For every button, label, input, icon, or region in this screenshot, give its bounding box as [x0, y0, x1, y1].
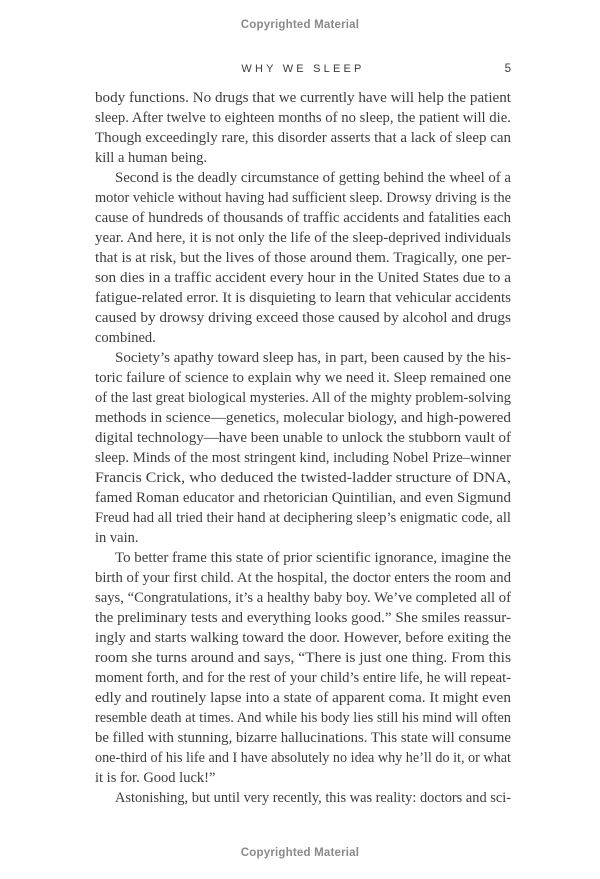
text-line: sleep. Minds of the most stringent kind, including Nobel Prize–winner [95, 450, 512, 466]
text-line: motor vehicle without having had sufficient sleep. Drowsy driving is the [95, 190, 511, 206]
text-line: combined. [95, 330, 156, 346]
text-line: be filled with stunning, bizarre hallucinations. This state will consume [95, 730, 512, 746]
text-line: says, “Congratulations, it’s a healthy baby boy. We’ve completed all of [95, 590, 512, 606]
text-line: in vain. [95, 530, 139, 546]
text-line: room she turns around and says, “There is just one thing. From this [95, 650, 512, 666]
text-line: caused by drowsy driving exceed those caused by alcohol and drugs [95, 310, 512, 326]
text-line: To better frame this state of prior scientific ignorance, imagine the [115, 550, 511, 566]
text-line: Astonishing, but until very recently, this was reality: doctors and sci- [115, 790, 512, 806]
text-line: digital technology—have been unable to unlock the stubborn vault of [95, 430, 512, 446]
text-line: Though exceedingly rare, this disorder asserts that a lack of sleep can [95, 130, 512, 146]
text-line: ingly and starts walking toward the door. However, before exiting the [95, 630, 511, 646]
text-line: birth of your first child. At the hospital, the doctor enters the room and [95, 570, 512, 586]
text-line: Freud had all tried their hand at deciphering sleep’s enigmatic code, all [95, 510, 511, 526]
text-line: kill a human being. [95, 150, 207, 166]
text-line: methods in science—genetics, molecular biology, and high-powered [95, 410, 512, 426]
running-head-title: WHY WE SLEEP [241, 63, 365, 75]
text-line: famed Roman educator and rhetorician Quintilian, and even Sigmund [95, 490, 512, 506]
text-line: resemble death at times. And while his body lies still his mind will often [95, 710, 512, 726]
text-line: of the last great biological mysteries. All of the mighty problem-solving [95, 390, 511, 406]
text-line: one-third of his life and I have absolutely no idea why he’ll do it, or what [95, 750, 511, 766]
text-line: it is for. Good luck!” [95, 770, 216, 786]
text-line: toric failure of science to explain why we need it. Sleep remained one [95, 370, 511, 386]
text-line: Society’s apathy toward sleep has, in part, been caused by the his- [115, 350, 512, 366]
text-line: Francis Crick, who deduced the twisted-ladder structure of DNA, [95, 470, 511, 486]
text-line: edly and routinely lapse into a state of apparent coma. It might even [95, 690, 512, 706]
text-line: that is at risk, but the lives of those around them. Tragically, one per- [95, 250, 512, 266]
text-line: body functions. No drugs that we currently have will help the patient [95, 90, 511, 106]
text-line: son dies in a traffic accident every hour in the United States due to a [95, 270, 512, 286]
copyright-notice-bottom: Copyrighted Material [240, 847, 360, 859]
text-line: moment forth, and for the rest of your child’s entire life, he will repeat- [95, 670, 512, 686]
text-line: the preliminary tests and everything looks good.” She smiles reassur- [95, 610, 512, 626]
copyright-notice-top: Copyrighted Material [240, 19, 360, 31]
text-line: Second is the deadly circumstance of getting behind the wheel of a [115, 170, 512, 186]
text-line: cause of hundreds of thousands of traffic accidents and fatalities each [95, 210, 512, 226]
page-number: 5 [504, 63, 511, 75]
text-line: fatigue-related error. It is disquieting to learn that vehicular accidents [95, 290, 512, 306]
text-line: sleep. After twelve to eighteen months of no sleep, the patient will die. [95, 110, 511, 126]
text-line: year. And here, it is not only the life of the sleep-deprived individuals [95, 230, 512, 246]
